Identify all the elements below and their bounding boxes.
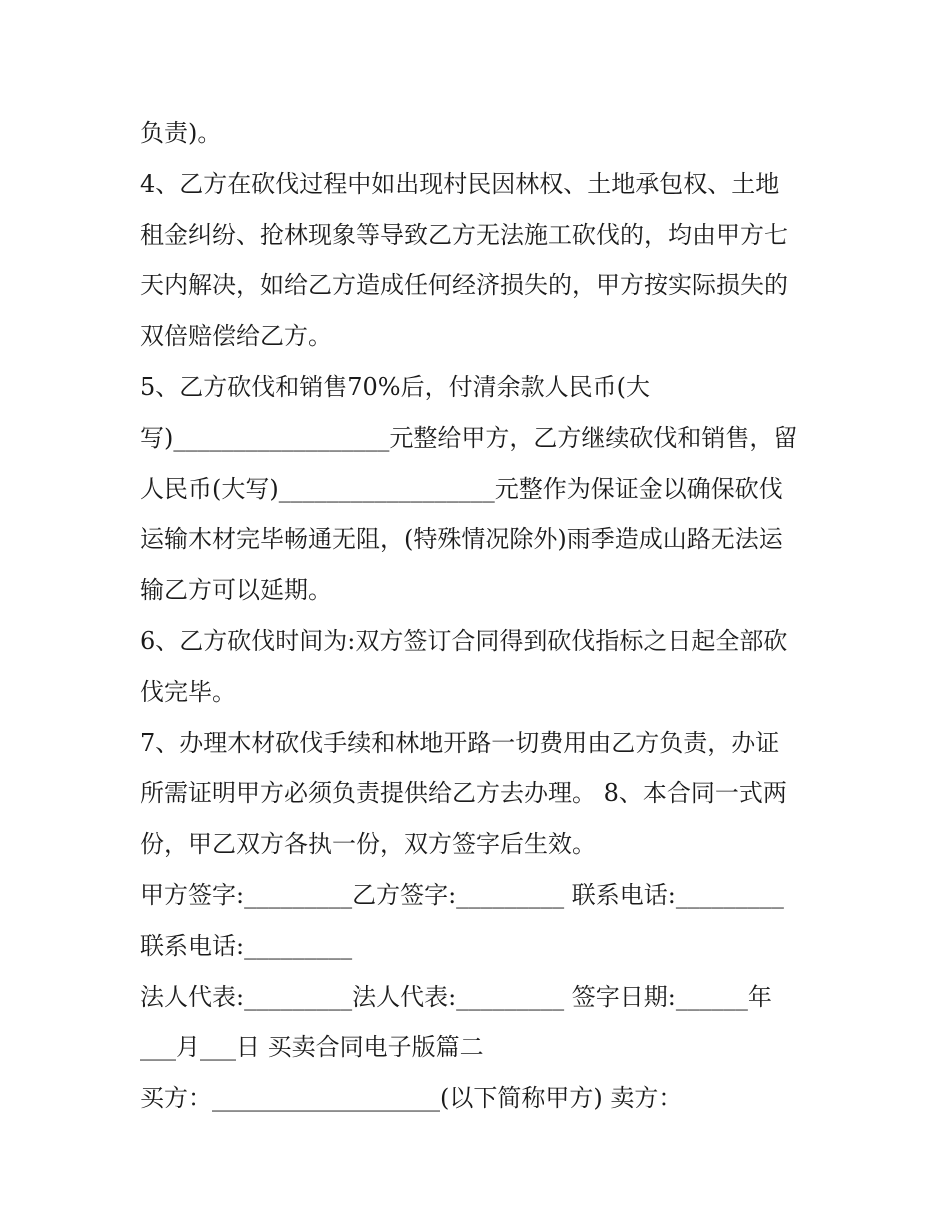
parties-line: 买方：___________________(以下简称甲方) 卖方： bbox=[140, 1084, 683, 1113]
signature-line: 甲方签字:_________乙方签字:_________ 联系电话:_________ bbox=[140, 880, 784, 909]
text-line: 天内解决，如给乙方造成任何经济损失的，甲方按实际损失的 bbox=[140, 271, 788, 300]
text-line: 所需证明甲方必须负责提供给乙方去办理。 8、本合同一式两 bbox=[140, 779, 787, 808]
text-line: 人民币(大写)__________________元整作为保证金以确保砍伐 bbox=[140, 474, 783, 503]
signature-line: 法人代表:_________法人代表:_________ 签字日期:______年 bbox=[140, 982, 772, 1011]
text-line: 运输木材完毕畅通无阻，(特殊情况除外)雨季造成山路无法运 bbox=[140, 525, 783, 554]
text-line: 份，甲乙双方各执一份，双方签字后生效。 bbox=[140, 830, 596, 859]
date-and-section-title-line: ___月___日 买卖合同电子版篇二 bbox=[140, 1033, 484, 1062]
text-line: 5、乙方砍伐和销售70%后，付清余款人民币(大 bbox=[140, 372, 650, 401]
signature-line: 联系电话:_________ bbox=[140, 931, 353, 960]
text-line: 7、办理木材砍伐手续和林地开路一切费用由乙方负责，办证 bbox=[140, 728, 780, 757]
contract-body-text bbox=[140, 108, 830, 1124]
text-line: 写)__________________元整给甲方，乙方继续砍伐和销售，留 bbox=[140, 423, 798, 452]
text-line: 输乙方可以延期。 bbox=[140, 576, 332, 605]
text-line: 负责)。 bbox=[140, 119, 222, 147]
text-line: 租金纠纷、抢林现象等导致乙方无法施工砍伐的，均由甲方七 bbox=[140, 220, 788, 249]
text-line: 4、乙方在砍伐过程中如出现村民因林权、土地承包权、土地 bbox=[140, 169, 780, 198]
text-line: 双倍赔偿给乙方。 bbox=[140, 322, 332, 351]
text-line: 6、乙方砍伐时间为:双方签订合同得到砍伐指标之日起全部砍 bbox=[140, 626, 788, 655]
text-line: 伐完毕。 bbox=[140, 677, 236, 706]
